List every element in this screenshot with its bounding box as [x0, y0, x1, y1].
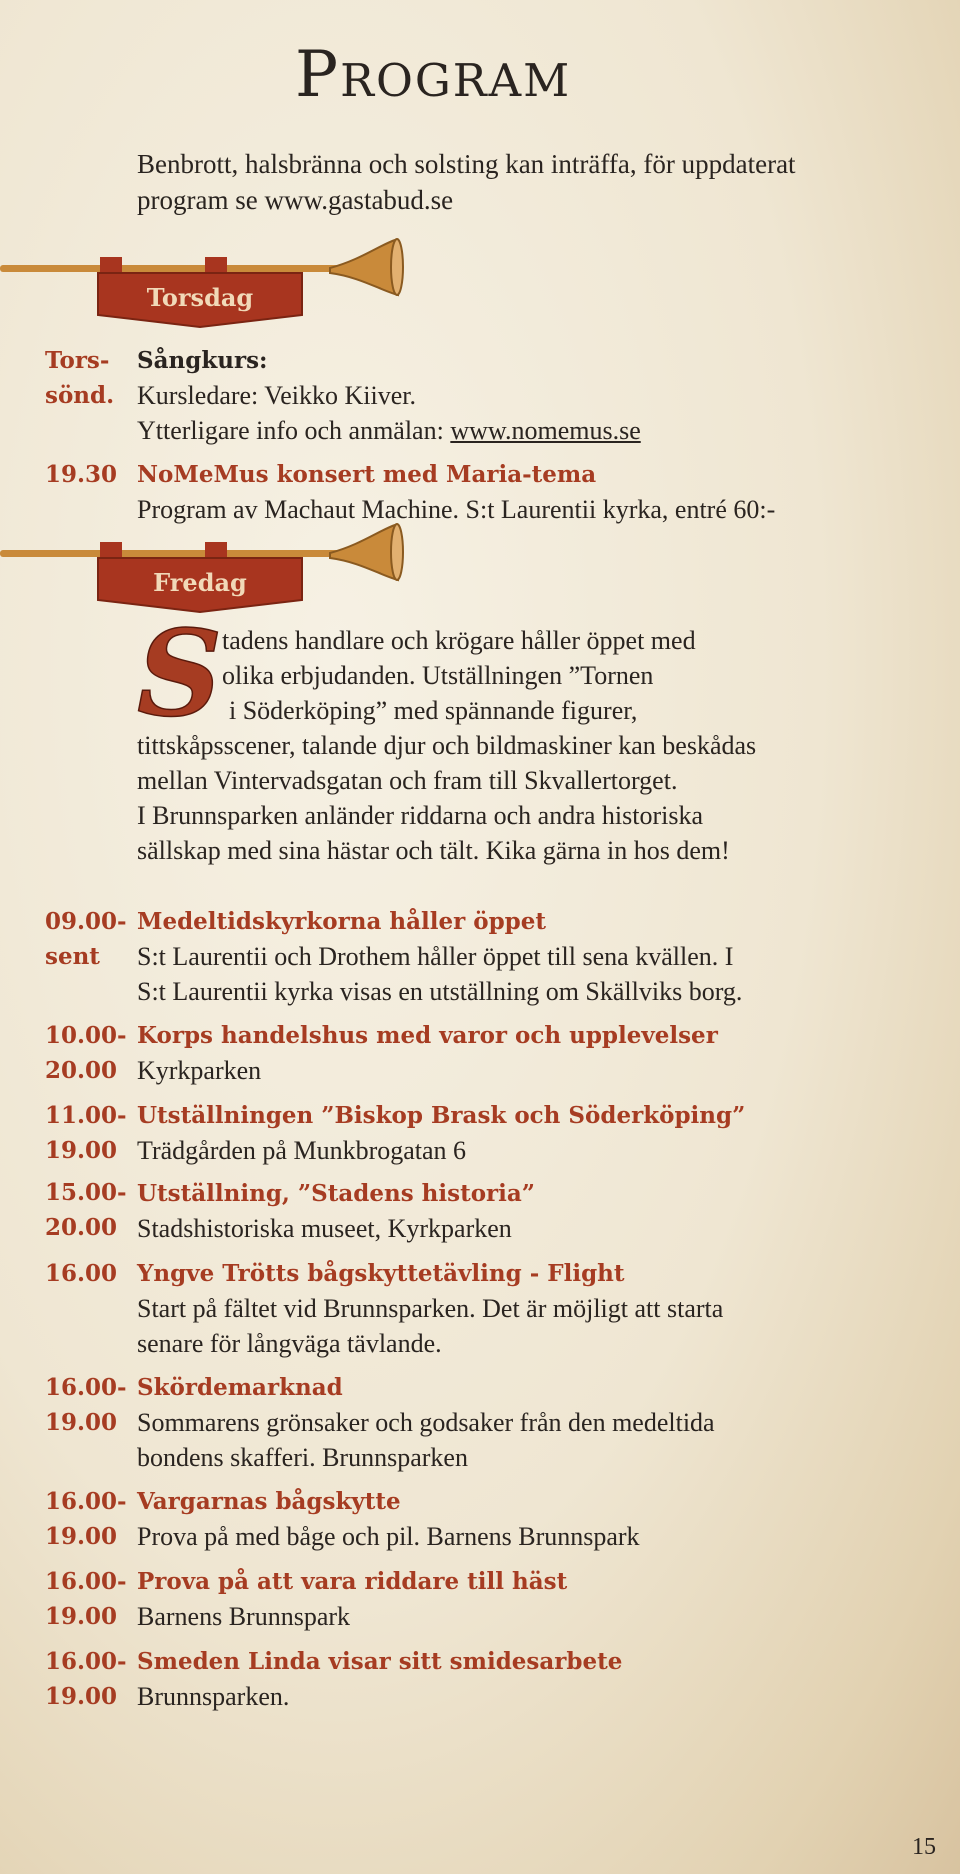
time-start: 16.00- — [45, 1488, 127, 1515]
event-body-line: Kyrkparken — [137, 1056, 262, 1085]
time-start: 15.00- — [45, 1179, 127, 1206]
time-start: Tors- — [45, 347, 110, 374]
event-title: Prova på att vara riddare till häst — [137, 1568, 568, 1595]
day-banner-fredag — [0, 520, 410, 620]
day-label: Fredag — [153, 568, 247, 597]
time-start: 11.00- — [45, 1102, 127, 1129]
event-time — [45, 1644, 137, 1714]
event-body-line: S:t Laurentii kyrka visas en utställning om Skällviks borg. — [137, 977, 743, 1006]
time-end: 19.00 — [45, 1409, 118, 1436]
event-time: 19.30 — [45, 461, 118, 488]
intro-text: Benbrott, halsbränna och solsting kan inträffa, för uppdaterat program se www.gastabud.se — [137, 149, 796, 215]
event-item — [137, 904, 927, 1009]
page-number: 15 — [912, 1834, 936, 1860]
event-body-line: S:t Laurentii och Drothem håller öppet till sena kvällen. I — [137, 942, 734, 971]
time-end: 20.00 — [45, 1057, 118, 1084]
time-end: sent — [45, 943, 100, 970]
nomemus-link[interactable]: www.nomemus.se — [450, 416, 641, 445]
event-time — [45, 1098, 137, 1168]
event-title: Medeltidskyrkorna håller öppet — [137, 908, 547, 935]
event-item — [137, 1098, 927, 1168]
event-body-line: Barnens Brunnspark — [137, 1602, 351, 1631]
event-item — [137, 1256, 927, 1361]
event-body-line: Prova på med båge och pil. Barnens Brunnspark — [137, 1522, 640, 1551]
time-start: 16.00 — [45, 1260, 118, 1287]
event-sangkurs — [137, 343, 927, 448]
event-body-line: Program av Machaut Machine. S:t Laurentii kyrka, entré 60:- — [137, 495, 776, 524]
event-item — [137, 1018, 927, 1088]
time-end: 19.00 — [45, 1137, 118, 1164]
time-start: 16.00- — [45, 1374, 127, 1401]
event-item — [137, 1644, 927, 1714]
event-body-line: Kursledare: Veikko Kiiver. — [137, 381, 416, 410]
event-body-line: Brunnsparken. — [137, 1682, 290, 1711]
event-title: Vargarnas bågskytte — [137, 1488, 401, 1515]
event-item — [137, 1370, 927, 1475]
event-time — [45, 1484, 137, 1554]
time-end: 19.00 — [45, 1523, 118, 1550]
intro-line: tittskåpsscener, talande djur och bildmaskiner kan beskådas — [137, 731, 757, 760]
event-body-line: Start på fältet vid Brunnsparken. Det är möjligt att starta — [137, 1294, 724, 1323]
intro-line: I Brunnsparken anländer riddarna och andra historiska — [137, 801, 704, 830]
event-time — [45, 904, 137, 974]
time-end: sönd. — [45, 382, 115, 409]
time-start: 16.00- — [45, 1568, 127, 1595]
event-title: Sångkurs: — [137, 347, 268, 374]
event-title: Skördemarknad — [137, 1374, 343, 1401]
event-time — [45, 343, 137, 413]
event-item — [137, 1176, 927, 1246]
time-start: 09.00- — [45, 908, 127, 935]
day-label: Torsdag — [146, 283, 254, 312]
event-title: Smeden Linda visar sitt smidesarbete — [137, 1648, 623, 1675]
time-start: 10.00- — [45, 1022, 127, 1049]
event-body-line: bondens skafferi. Brunnsparken — [137, 1443, 468, 1472]
dropcap-letter: S — [137, 620, 223, 730]
day-banner-torsdag — [0, 235, 410, 335]
event-title: NoMeMus konsert med Maria-tema — [137, 461, 597, 488]
intro-line: tadens handlare och krögare håller öppet med — [222, 626, 696, 655]
event-time — [45, 1018, 137, 1088]
time-start: 16.00- — [45, 1648, 127, 1675]
event-body-line — [137, 413, 927, 448]
intro-line: i Söderköping” med spännande figurer, — [229, 696, 638, 725]
event-title: Yngve Trötts bågskyttetävling - Flight — [137, 1260, 625, 1287]
event-time — [45, 1370, 137, 1440]
friday-intro — [137, 623, 787, 868]
event-time — [45, 1175, 137, 1245]
event-title: Utställningen ”Biskop Brask och Söderköping” — [137, 1102, 746, 1129]
intro-line: sällskap med sina hästar och tält. Kika gärna in hos dem! — [137, 836, 730, 865]
event-item — [137, 1484, 927, 1554]
event-body-line: Stadshistoriska museet, Kyrkparken — [137, 1214, 512, 1243]
event-body-line: senare för långväga tävlande. — [137, 1329, 442, 1358]
event-title: Korps handelshus med varor och upplevelser — [137, 1022, 718, 1049]
time-end: 20.00 — [45, 1214, 118, 1241]
event-title: Utställning, ”Stadens historia” — [137, 1180, 536, 1207]
time-end: 19.00 — [45, 1683, 118, 1710]
intro-line: mellan Vintervadsgatan och fram till Skvallertorget. — [137, 766, 678, 795]
event-body-line: Trädgården på Munkbrogatan 6 — [137, 1136, 467, 1165]
page-title: Program — [295, 38, 572, 112]
event-time — [45, 1256, 137, 1291]
event-konsert — [137, 457, 927, 527]
intro-line: olika erbjudanden. Utställningen ”Tornen — [222, 661, 654, 690]
info-label: Ytterligare info och anmälan: — [137, 416, 451, 445]
time-end: 19.00 — [45, 1603, 118, 1630]
event-item — [137, 1564, 927, 1634]
event-time — [45, 1564, 137, 1634]
event-body-line: Sommarens grönsaker och godsaker från den medeltida — [137, 1408, 715, 1437]
